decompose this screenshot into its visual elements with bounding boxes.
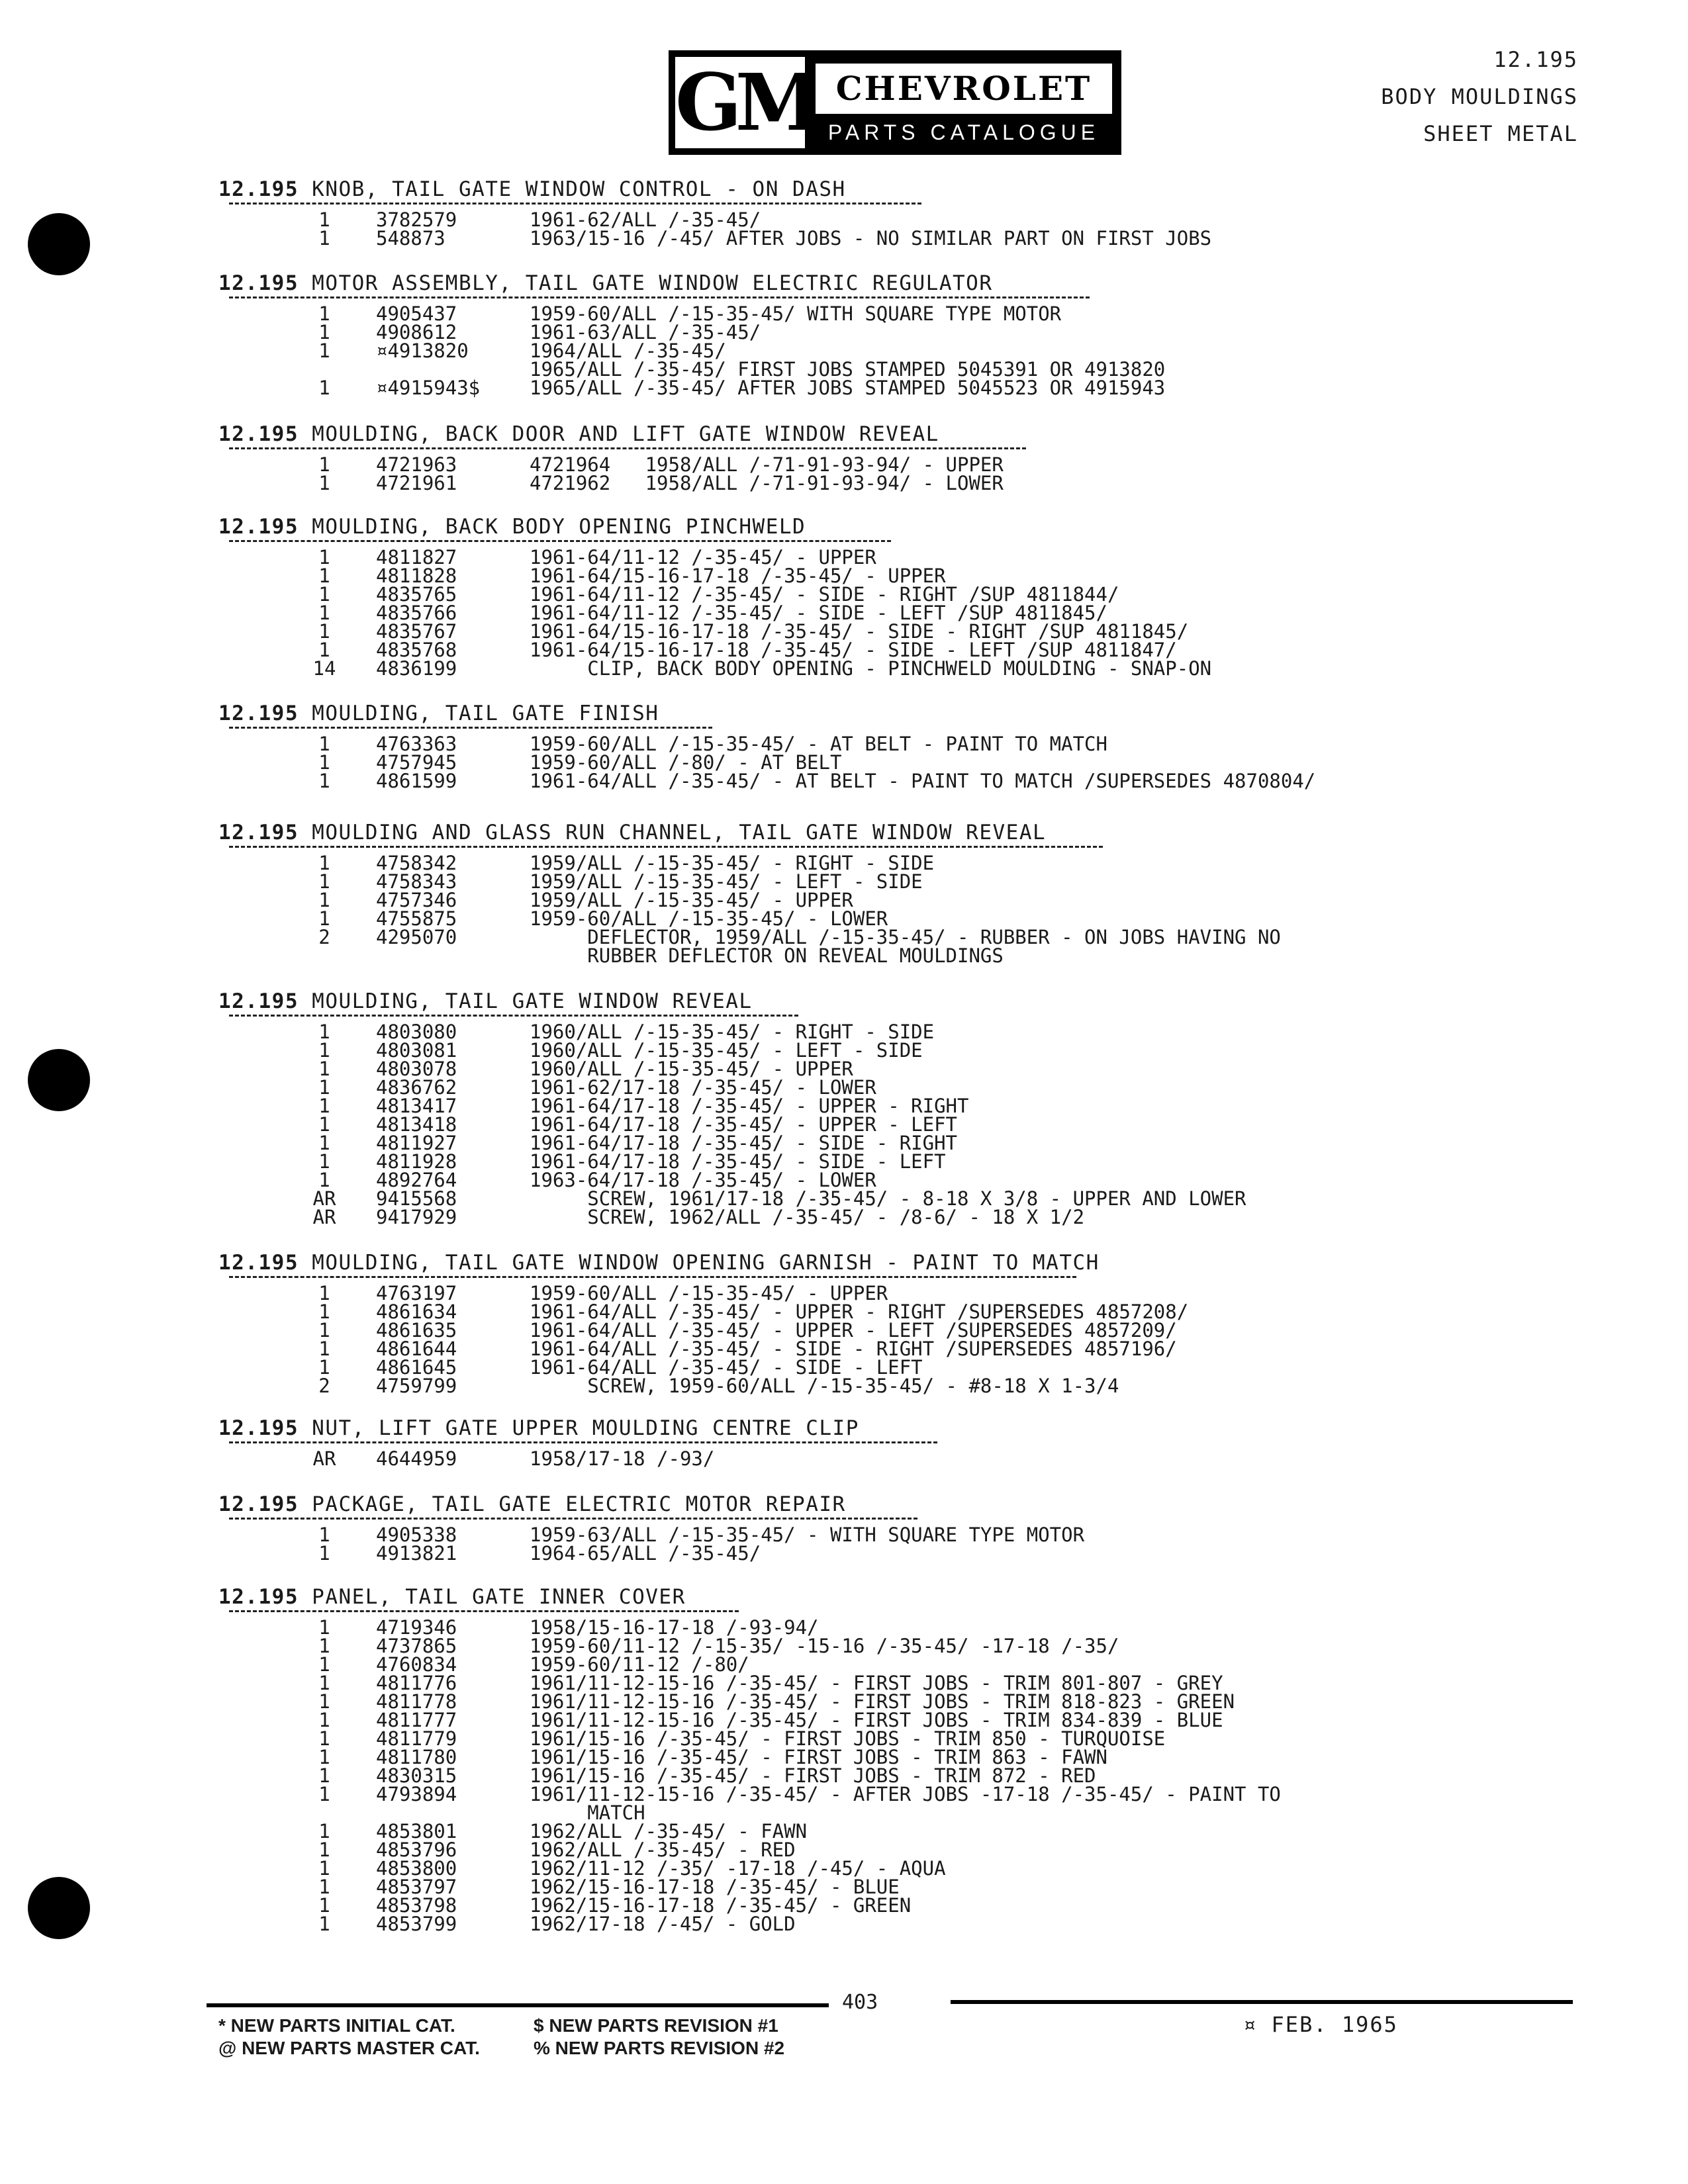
part-number: 4811776: [376, 1672, 457, 1694]
part-number: 4853796: [376, 1839, 457, 1861]
part-quantity: 1: [318, 1058, 330, 1080]
part-description: MATCH: [530, 1801, 645, 1824]
section-underline: [229, 1441, 937, 1443]
section-heading: [218, 271, 993, 295]
part-description: 1961/15-16 /-35-45/ - FIRST JOBS - TRIM 872 - RED: [530, 1764, 1096, 1787]
part-description: 4721962 1958/ALL /-71-91-93-94/ - LOWER: [530, 472, 1004, 494]
section-number: 12.195: [218, 1492, 299, 1516]
section-heading: [218, 821, 1046, 844]
section-heading: [218, 1416, 859, 1440]
section-number: 12.195: [218, 821, 299, 844]
part-description: 1961/15-16 /-35-45/ - FIRST JOBS - TRIM 863 - FAWN: [530, 1746, 1107, 1768]
part-description: 1962/11-12 /-35/ -17-18 /-45/ - AQUA: [530, 1857, 946, 1880]
part-number: 4913821: [376, 1542, 457, 1565]
part-quantity: 1: [318, 1282, 330, 1304]
part-description: 1962/17-18 /-45/ - GOLD: [530, 1913, 796, 1935]
part-quantity: 1: [318, 1894, 330, 1917]
part-number: 4763363: [376, 733, 457, 755]
part-quantity: 1: [318, 1690, 330, 1713]
part-number: 4803080: [376, 1021, 457, 1043]
group-number: 12.195: [1493, 47, 1578, 72]
logo-subtitle: PARTS CATALOGUE: [827, 120, 1100, 144]
part-description: 1958/17-18 /-93/: [530, 1447, 715, 1470]
part-number: 4811780: [376, 1746, 457, 1768]
part-quantity: 1: [318, 1857, 330, 1880]
part-quantity: AR: [312, 1206, 336, 1228]
part-description: 1965/ALL /-35-45/ FIRST JOBS STAMPED 5045391 OR 4913820: [530, 358, 1166, 381]
part-number: ¤4915943$: [376, 377, 481, 399]
part-number: 4861599: [376, 770, 457, 792]
section-number: 12.195: [218, 422, 299, 446]
part-description: 1961/11-12-15-16 /-35-45/ - AFTER JOBS -17-18 /-35-45/ - PAINT TO: [530, 1783, 1281, 1805]
part-quantity: 1: [318, 1783, 330, 1805]
section-heading: [218, 177, 846, 201]
part-description: 1959/ALL /-15-35-45/ - UPPER: [530, 889, 853, 911]
part-quantity: 1: [318, 1839, 330, 1861]
part-number: 4758342: [376, 852, 457, 874]
part-quantity: 1: [318, 1356, 330, 1379]
part-quantity: 14: [312, 657, 336, 680]
part-quantity: 1: [318, 321, 330, 343]
binder-hole-middle: [28, 1049, 90, 1111]
part-description: 4721964 1958/ALL /-71-91-93-94/ - UPPER: [530, 453, 1004, 476]
part-number: 4757346: [376, 889, 457, 911]
part-number: 4835766: [376, 602, 457, 624]
part-quantity: 1: [318, 1542, 330, 1565]
part-quantity: 1: [318, 1338, 330, 1360]
part-quantity: 1: [318, 377, 330, 399]
part-quantity: 1: [318, 1635, 330, 1657]
section-title: KNOB, TAIL GATE WINDOW CONTROL - ON DASH: [312, 177, 846, 201]
part-number: 4905338: [376, 1524, 457, 1546]
part-number: 4835768: [376, 639, 457, 661]
part-number: 4835765: [376, 583, 457, 606]
part-quantity: 1: [318, 1653, 330, 1676]
section-underline: [229, 727, 712, 729]
part-description: 1961-62/17-18 /-35-45/ - LOWER: [530, 1076, 876, 1099]
section-number: 12.195: [218, 1416, 299, 1440]
part-number: 4813417: [376, 1095, 457, 1117]
part-description: 1959-60/ALL /-15-35-45/ - LOWER: [530, 907, 888, 930]
part-description: 1961-64/17-18 /-35-45/ - UPPER - RIGHT: [530, 1095, 969, 1117]
part-number: 548873: [376, 227, 445, 250]
part-number: 4811928: [376, 1150, 457, 1173]
section-number: 12.195: [218, 1585, 299, 1609]
part-number: 4737865: [376, 1635, 457, 1657]
part-description: 1961/11-12-15-16 /-35-45/ - FIRST JOBS - TRIM 801-807 - GREY: [530, 1672, 1223, 1694]
part-description: 1960/ALL /-15-35-45/ - UPPER: [530, 1058, 853, 1080]
part-description: SCREW, 1961/17-18 /-35-45/ - 8-18 X 3/8 - UPPER AND LOWER: [530, 1187, 1246, 1210]
part-description: 1959-60/11-12 /-80/: [530, 1653, 749, 1676]
part-quantity: 1: [318, 852, 330, 874]
part-description: 1961-64/15-16-17-18 /-35-45/ - UPPER: [530, 565, 946, 587]
part-quantity: 1: [318, 546, 330, 569]
section-heading: [218, 1585, 686, 1609]
part-quantity: 2: [318, 1375, 330, 1397]
part-description: 1959-60/ALL /-80/ - AT BELT: [530, 751, 842, 774]
part-number: 4295070: [376, 926, 457, 948]
part-quantity: 1: [318, 302, 330, 325]
part-number: 4830315: [376, 1764, 457, 1787]
section-number: 12.195: [218, 702, 299, 725]
part-number: 9415568: [376, 1187, 457, 1210]
footer-rule-right: [951, 2000, 1573, 2004]
legend-revision-2: % NEW PARTS REVISION #2: [534, 2038, 785, 2058]
legend-initial: * NEW PARTS INITIAL CAT.: [218, 2015, 455, 2036]
part-description: 1961-64/11-12 /-35-45/ - SIDE - LEFT /SUP 4811845/: [530, 602, 1107, 624]
part-description: 1959-60/ALL /-15-35-45/ - UPPER: [530, 1282, 888, 1304]
header-subtitle-2: SHEET METAL: [1423, 121, 1578, 146]
part-number: 4905437: [376, 302, 457, 325]
section-title: PACKAGE, TAIL GATE ELECTRIC MOTOR REPAIR: [312, 1492, 846, 1516]
part-number: 4861635: [376, 1319, 457, 1342]
part-quantity: 1: [318, 565, 330, 587]
part-number: 4721963: [376, 453, 457, 476]
gm-chevrolet-logo: [669, 50, 1121, 155]
part-description: 1959/ALL /-15-35-45/ - RIGHT - SIDE: [530, 852, 935, 874]
part-quantity: 1: [318, 1095, 330, 1117]
part-number: 4719346: [376, 1616, 457, 1639]
part-description: 1961-62/ALL /-35-45/: [530, 208, 761, 231]
part-description: 1960/ALL /-15-35-45/ - RIGHT - SIDE: [530, 1021, 935, 1043]
section-title: MOULDING, TAIL GATE WINDOW OPENING GARNISH - PAINT TO MATCH: [312, 1251, 1100, 1275]
part-description: 1963-64/17-18 /-35-45/ - LOWER: [530, 1169, 876, 1191]
part-description: 1960/ALL /-15-35-45/ - LEFT - SIDE: [530, 1039, 923, 1062]
logo-brand-name: CHEVROLET: [816, 64, 1112, 114]
part-description: 1961-63/ALL /-35-45/: [530, 321, 761, 343]
part-quantity: 1: [318, 1150, 330, 1173]
part-description: 1963/15-16 /-45/ AFTER JOBS - NO SIMILAR PART ON FIRST JOBS: [530, 227, 1212, 250]
part-quantity: 1: [318, 1113, 330, 1136]
part-description: 1964/ALL /-35-45/: [530, 340, 726, 362]
section-title: PANEL, TAIL GATE INNER COVER: [312, 1585, 686, 1609]
part-number: 4803078: [376, 1058, 457, 1080]
part-quantity: 1: [318, 1709, 330, 1731]
gm-logo-mark: GM: [675, 56, 816, 148]
part-quantity: 1: [318, 751, 330, 774]
part-quantity: 1: [318, 1132, 330, 1154]
part-description: 1961-64/11-12 /-35-45/ - SIDE - RIGHT /SUP 4811844/: [530, 583, 1119, 606]
part-number: 4793894: [376, 1783, 457, 1805]
part-number: 4853801: [376, 1820, 457, 1843]
section-title: MOULDING AND GLASS RUN CHANNEL, TAIL GATE WINDOW REVEAL: [312, 821, 1047, 844]
section-underline: [229, 846, 1103, 848]
section-title: MOULDING, BACK DOOR AND LIFT GATE WINDOW REVEAL: [312, 422, 939, 446]
part-description: CLIP, BACK BODY OPENING - PINCHWELD MOULDING - SNAP-ON: [530, 657, 1212, 680]
part-description: 1959/ALL /-15-35-45/ - LEFT - SIDE: [530, 870, 923, 893]
part-quantity: 1: [318, 453, 330, 476]
part-number: 9417929: [376, 1206, 457, 1228]
section-underline: [229, 296, 1090, 298]
part-quantity: AR: [312, 1187, 336, 1210]
part-number: 4861645: [376, 1356, 457, 1379]
part-number: 4861634: [376, 1300, 457, 1323]
part-number: 4892764: [376, 1169, 457, 1191]
part-number: 4721961: [376, 472, 457, 494]
part-quantity: 1: [318, 583, 330, 606]
part-quantity: 1: [318, 1021, 330, 1043]
part-quantity: 1: [318, 1300, 330, 1323]
part-number: 3782579: [376, 208, 457, 231]
section-title: MOULDING, TAIL GATE WINDOW REVEAL: [312, 989, 753, 1013]
part-quantity: 1: [318, 770, 330, 792]
part-quantity: 1: [318, 1319, 330, 1342]
section-number: 12.195: [218, 271, 299, 295]
part-quantity: 1: [318, 1524, 330, 1546]
part-quantity: 1: [318, 1672, 330, 1694]
section-heading: [218, 515, 806, 539]
part-description: 1959-60/ALL /-15-35-45/ WITH SQUARE TYPE MOTOR: [530, 302, 1062, 325]
part-description: 1961-64/11-12 /-35-45/ - UPPER: [530, 546, 876, 569]
section-title: MOTOR ASSEMBLY, TAIL GATE WINDOW ELECTRIC REGULATOR: [312, 271, 993, 295]
part-quantity: 1: [318, 870, 330, 893]
legend-master: @ NEW PARTS MASTER CAT.: [218, 2038, 480, 2058]
part-quantity: 1: [318, 1169, 330, 1191]
part-description: 1961-64/17-18 /-35-45/ - SIDE - LEFT: [530, 1150, 946, 1173]
part-number: 4644959: [376, 1447, 457, 1470]
part-description: 1964-65/ALL /-35-45/: [530, 1542, 761, 1565]
part-number: 4835767: [376, 620, 457, 643]
part-number: 4755875: [376, 907, 457, 930]
section-heading: [218, 1492, 846, 1516]
part-number: 4758343: [376, 870, 457, 893]
section-title: MOULDING, BACK BODY OPENING PINCHWELD: [312, 515, 806, 539]
part-description: DEFLECTOR, 1959/ALL /-15-35-45/ - RUBBER - ON JOBS HAVING NO: [530, 926, 1281, 948]
part-description: 1961/11-12-15-16 /-35-45/ - FIRST JOBS - TRIM 834-839 - BLUE: [530, 1709, 1223, 1731]
part-quantity: 1: [318, 889, 330, 911]
part-number: 4811927: [376, 1132, 457, 1154]
part-description: 1961-64/ALL /-35-45/ - AT BELT - PAINT TO MATCH /SUPERSEDES 4870804/: [530, 770, 1316, 792]
section-underline: [229, 447, 1026, 449]
part-quantity: 1: [318, 1876, 330, 1898]
section-title: MOULDING, TAIL GATE FINISH: [312, 702, 659, 725]
part-description: 1959-63/ALL /-15-35-45/ - WITH SQUARE TYPE MOTOR: [530, 1524, 1085, 1546]
part-quantity: 1: [318, 602, 330, 624]
part-number: 4908612: [376, 321, 457, 343]
part-quantity: 1: [318, 1820, 330, 1843]
part-quantity: 1: [318, 907, 330, 930]
part-number: 4811828: [376, 565, 457, 587]
part-number: 4853799: [376, 1913, 457, 1935]
part-number: 4811778: [376, 1690, 457, 1713]
part-number: ¤4913820: [376, 340, 469, 362]
part-number: 4853800: [376, 1857, 457, 1880]
part-description: 1961-64/15-16-17-18 /-35-45/ - SIDE - LEFT /SUP 4811847/: [530, 639, 1177, 661]
part-number: 4853798: [376, 1894, 457, 1917]
part-quantity: 1: [318, 620, 330, 643]
section-number: 12.195: [218, 515, 299, 539]
part-description: 1961-64/17-18 /-35-45/ - UPPER - LEFT: [530, 1113, 958, 1136]
part-quantity: 1: [318, 1039, 330, 1062]
part-quantity: 1: [318, 340, 330, 362]
section-underline: [229, 1276, 1076, 1278]
part-quantity: AR: [312, 1447, 336, 1470]
part-description: 1965/ALL /-35-45/ AFTER JOBS STAMPED 5045523 OR 4915943: [530, 377, 1166, 399]
section-underline: [229, 1015, 798, 1017]
section-number: 12.195: [218, 989, 299, 1013]
section-underline: [229, 1518, 917, 1520]
part-quantity: 1: [318, 208, 330, 231]
part-description: RUBBER DEFLECTOR ON REVEAL MOULDINGS: [530, 944, 1004, 967]
part-number: 4811827: [376, 546, 457, 569]
part-number: 4811777: [376, 1709, 457, 1731]
part-description: 1961-64/ALL /-35-45/ - UPPER - RIGHT /SUPERSEDES 4857208/: [530, 1300, 1189, 1323]
legend-revision-1: $ NEW PARTS REVISION #1: [534, 2015, 778, 2036]
section-heading: [218, 989, 753, 1013]
part-quantity: 1: [318, 1913, 330, 1935]
section-number: 12.195: [218, 177, 299, 201]
part-quantity: 1: [318, 1764, 330, 1787]
part-number: 4757945: [376, 751, 457, 774]
binder-hole-bottom: [28, 1877, 90, 1939]
part-description: 1962/15-16-17-18 /-35-45/ - BLUE: [530, 1876, 900, 1898]
part-description: 1961-64/ALL /-35-45/ - UPPER - LEFT /SUPERSEDES 4857209/: [530, 1319, 1177, 1342]
part-number: 4813418: [376, 1113, 457, 1136]
page-number: 403: [842, 1991, 878, 2014]
part-quantity: 1: [318, 1076, 330, 1099]
part-number: 4759799: [376, 1375, 457, 1397]
part-number: 4836762: [376, 1076, 457, 1099]
part-quantity: 1: [318, 1746, 330, 1768]
part-description: 1961-64/15-16-17-18 /-35-45/ - SIDE - RIGHT /SUP 4811845/: [530, 620, 1189, 643]
part-quantity: 1: [318, 1727, 330, 1750]
part-quantity: 1: [318, 1616, 330, 1639]
part-number: 4836199: [376, 657, 457, 680]
footer-rule-left: [207, 2003, 829, 2007]
section-underline: [229, 540, 891, 542]
part-quantity: 1: [318, 639, 330, 661]
part-quantity: 2: [318, 926, 330, 948]
section-underline: [229, 203, 921, 205]
part-number: 4853797: [376, 1876, 457, 1898]
section-heading: [218, 702, 659, 725]
part-description: 1961-64/ALL /-35-45/ - SIDE - RIGHT /SUPERSEDES 4857196/: [530, 1338, 1177, 1360]
section-underline: [229, 1610, 739, 1612]
part-description: SCREW, 1962/ALL /-35-45/ - /8-6/ - 18 X 1/2: [530, 1206, 1085, 1228]
section-heading: [218, 422, 939, 446]
section-number: 12.195: [218, 1251, 299, 1275]
part-description: 1962/ALL /-35-45/ - FAWN: [530, 1820, 808, 1843]
part-quantity: 1: [318, 733, 330, 755]
part-description: 1959-60/ALL /-15-35-45/ - AT BELT - PAINT TO MATCH: [530, 733, 1107, 755]
part-number: 4861644: [376, 1338, 457, 1360]
part-description: 1958/15-16-17-18 /-93-94/: [530, 1616, 819, 1639]
part-description: 1962/ALL /-35-45/ - RED: [530, 1839, 796, 1861]
part-quantity: 1: [318, 227, 330, 250]
part-number: 4803081: [376, 1039, 457, 1062]
part-number: 4811779: [376, 1727, 457, 1750]
header-subtitle-1: BODY MOULDINGS: [1381, 84, 1578, 109]
part-description: SCREW, 1959-60/ALL /-15-35-45/ - #8-18 X 1-3/4: [530, 1375, 1119, 1397]
part-description: 1961/15-16 /-35-45/ - FIRST JOBS - TRIM 850 - TURQUOISE: [530, 1727, 1166, 1750]
part-description: 1962/15-16-17-18 /-35-45/ - GREEN: [530, 1894, 912, 1917]
section-heading: [218, 1251, 1100, 1275]
part-number: 4760834: [376, 1653, 457, 1676]
binder-hole-top: [28, 213, 90, 275]
part-description: 1959-60/11-12 /-15-35/ -15-16 /-35-45/ -17-18 /-35/: [530, 1635, 1119, 1657]
part-quantity: 1: [318, 472, 330, 494]
section-title: NUT, LIFT GATE UPPER MOULDING CENTRE CLIP: [312, 1416, 859, 1440]
part-number: 4763197: [376, 1282, 457, 1304]
part-description: 1961-64/ALL /-35-45/ - SIDE - LEFT: [530, 1356, 923, 1379]
catalogue-date: ¤ FEB. 1965: [1243, 2012, 1398, 2037]
part-description: 1961-64/17-18 /-35-45/ - SIDE - RIGHT: [530, 1132, 958, 1154]
part-description: 1961/11-12-15-16 /-35-45/ - FIRST JOBS - TRIM 818-823 - GREEN: [530, 1690, 1235, 1713]
